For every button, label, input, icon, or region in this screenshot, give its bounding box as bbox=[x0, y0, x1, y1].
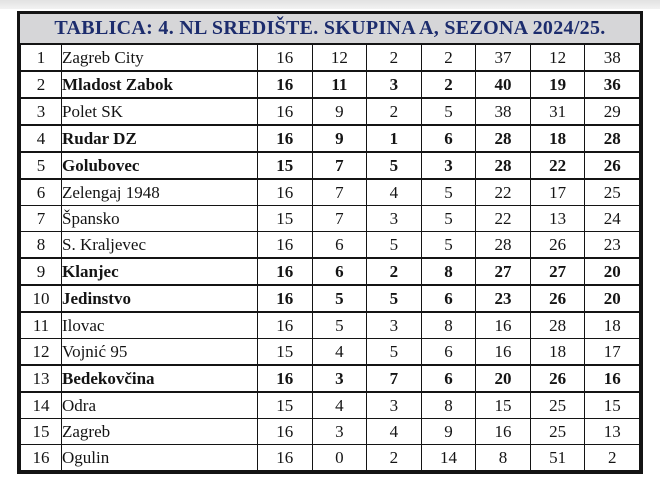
cell-goals-for: 20 bbox=[476, 365, 531, 392]
cell-goals-for: 28 bbox=[476, 125, 531, 152]
standings-body bbox=[21, 45, 640, 471]
cell-points: 23 bbox=[585, 232, 640, 259]
table-row bbox=[21, 98, 640, 125]
cell-team-name: S. Kraljevec bbox=[62, 232, 258, 259]
cell-played: 16 bbox=[258, 419, 313, 445]
cell-points: 26 bbox=[585, 152, 640, 179]
cell-team-name: Ilovac bbox=[62, 312, 258, 339]
cell-played: 16 bbox=[258, 445, 313, 471]
cell-wins: 7 bbox=[312, 152, 367, 179]
table-row bbox=[21, 365, 640, 392]
scan-artifact-band bbox=[0, 0, 660, 9]
cell-position: 8 bbox=[21, 232, 62, 259]
cell-points: 17 bbox=[585, 339, 640, 366]
cell-goals-for: 15 bbox=[476, 392, 531, 419]
cell-position: 15 bbox=[21, 419, 62, 445]
cell-goals-for: 37 bbox=[476, 45, 531, 72]
cell-points: 36 bbox=[585, 71, 640, 98]
cell-losses: 6 bbox=[421, 339, 476, 366]
cell-played: 16 bbox=[258, 258, 313, 285]
cell-team-name: Špansko bbox=[62, 206, 258, 232]
cell-goals-for: 40 bbox=[476, 71, 531, 98]
cell-points: 38 bbox=[585, 45, 640, 72]
cell-draws: 1 bbox=[367, 125, 422, 152]
cell-goals-against: 26 bbox=[530, 365, 585, 392]
cell-team-name: Zagreb City bbox=[62, 45, 258, 72]
cell-goals-for: 22 bbox=[476, 179, 531, 206]
cell-draws: 5 bbox=[367, 285, 422, 312]
cell-points: 16 bbox=[585, 365, 640, 392]
cell-position: 4 bbox=[21, 125, 62, 152]
cell-goals-for: 28 bbox=[476, 152, 531, 179]
cell-wins: 7 bbox=[312, 206, 367, 232]
cell-losses: 6 bbox=[421, 285, 476, 312]
cell-played: 15 bbox=[258, 339, 313, 366]
table-row bbox=[21, 179, 640, 206]
cell-wins: 3 bbox=[312, 419, 367, 445]
cell-draws: 3 bbox=[367, 206, 422, 232]
table-row bbox=[21, 339, 640, 366]
cell-goals-against: 28 bbox=[530, 312, 585, 339]
cell-position: 7 bbox=[21, 206, 62, 232]
cell-goals-for: 27 bbox=[476, 258, 531, 285]
cell-draws: 4 bbox=[367, 419, 422, 445]
league-standings-table bbox=[17, 11, 643, 474]
cell-points: 25 bbox=[585, 179, 640, 206]
cell-draws: 5 bbox=[367, 152, 422, 179]
cell-goals-against: 18 bbox=[530, 125, 585, 152]
cell-wins: 6 bbox=[312, 232, 367, 259]
cell-goals-for: 8 bbox=[476, 445, 531, 471]
cell-played: 16 bbox=[258, 98, 313, 125]
cell-wins: 4 bbox=[312, 392, 367, 419]
table-row bbox=[21, 392, 640, 419]
cell-wins: 12 bbox=[312, 45, 367, 72]
cell-position: 2 bbox=[21, 71, 62, 98]
cell-position: 11 bbox=[21, 312, 62, 339]
cell-team-name: Golubovec bbox=[62, 152, 258, 179]
cell-played: 16 bbox=[258, 71, 313, 98]
cell-position: 9 bbox=[21, 258, 62, 285]
cell-goals-against: 18 bbox=[530, 339, 585, 366]
cell-team-name: Odra bbox=[62, 392, 258, 419]
cell-losses: 8 bbox=[421, 392, 476, 419]
cell-losses: 2 bbox=[421, 45, 476, 72]
cell-losses: 8 bbox=[421, 312, 476, 339]
table-row bbox=[21, 152, 640, 179]
cell-wins: 4 bbox=[312, 339, 367, 366]
cell-draws: 2 bbox=[367, 445, 422, 471]
cell-draws: 2 bbox=[367, 45, 422, 72]
cell-team-name: Jedinstvo bbox=[62, 285, 258, 312]
cell-goals-against: 12 bbox=[530, 45, 585, 72]
cell-points: 15 bbox=[585, 392, 640, 419]
cell-losses: 5 bbox=[421, 98, 476, 125]
table-row bbox=[21, 71, 640, 98]
cell-losses: 5 bbox=[421, 206, 476, 232]
cell-wins: 3 bbox=[312, 365, 367, 392]
cell-played: 15 bbox=[258, 206, 313, 232]
table-row bbox=[21, 258, 640, 285]
cell-position: 14 bbox=[21, 392, 62, 419]
cell-losses: 6 bbox=[421, 365, 476, 392]
cell-goals-against: 26 bbox=[530, 232, 585, 259]
cell-position: 16 bbox=[21, 445, 62, 471]
cell-points: 28 bbox=[585, 125, 640, 152]
cell-draws: 5 bbox=[367, 339, 422, 366]
cell-goals-for: 38 bbox=[476, 98, 531, 125]
cell-wins: 5 bbox=[312, 312, 367, 339]
cell-goals-against: 26 bbox=[530, 285, 585, 312]
cell-team-name: Vojnić 95 bbox=[62, 339, 258, 366]
cell-wins: 0 bbox=[312, 445, 367, 471]
cell-wins: 11 bbox=[312, 71, 367, 98]
cell-goals-against: 19 bbox=[530, 71, 585, 98]
cell-losses: 5 bbox=[421, 232, 476, 259]
cell-played: 16 bbox=[258, 312, 313, 339]
cell-team-name: Zelengaj 1948 bbox=[62, 179, 258, 206]
cell-draws: 2 bbox=[367, 258, 422, 285]
cell-goals-against: 25 bbox=[530, 419, 585, 445]
cell-position: 12 bbox=[21, 339, 62, 366]
cell-draws: 5 bbox=[367, 232, 422, 259]
table-row bbox=[21, 232, 640, 259]
table-row bbox=[21, 206, 640, 232]
cell-played: 16 bbox=[258, 365, 313, 392]
cell-goals-for: 22 bbox=[476, 206, 531, 232]
table-row bbox=[21, 445, 640, 471]
cell-wins: 7 bbox=[312, 179, 367, 206]
cell-goals-against: 22 bbox=[530, 152, 585, 179]
cell-draws: 4 bbox=[367, 179, 422, 206]
cell-played: 16 bbox=[258, 285, 313, 312]
cell-goals-against: 13 bbox=[530, 206, 585, 232]
cell-losses: 5 bbox=[421, 179, 476, 206]
cell-team-name: Klanjec bbox=[62, 258, 258, 285]
cell-goals-against: 27 bbox=[530, 258, 585, 285]
cell-losses: 2 bbox=[421, 71, 476, 98]
cell-draws: 3 bbox=[367, 71, 422, 98]
cell-played: 15 bbox=[258, 392, 313, 419]
cell-position: 1 bbox=[21, 45, 62, 72]
cell-position: 13 bbox=[21, 365, 62, 392]
cell-wins: 9 bbox=[312, 98, 367, 125]
cell-draws: 2 bbox=[367, 98, 422, 125]
cell-position: 6 bbox=[21, 179, 62, 206]
cell-team-name: Bedekovčina bbox=[62, 365, 258, 392]
cell-played: 15 bbox=[258, 152, 313, 179]
cell-played: 16 bbox=[258, 45, 313, 72]
cell-losses: 9 bbox=[421, 419, 476, 445]
cell-losses: 6 bbox=[421, 125, 476, 152]
cell-goals-against: 31 bbox=[530, 98, 585, 125]
cell-team-name: Ogulin bbox=[62, 445, 258, 471]
cell-losses: 3 bbox=[421, 152, 476, 179]
cell-goals-against: 17 bbox=[530, 179, 585, 206]
cell-draws: 3 bbox=[367, 392, 422, 419]
cell-goals-against: 51 bbox=[530, 445, 585, 471]
cell-points: 20 bbox=[585, 258, 640, 285]
cell-team-name: Mladost Zabok bbox=[62, 71, 258, 98]
cell-team-name: Zagreb bbox=[62, 419, 258, 445]
cell-played: 16 bbox=[258, 179, 313, 206]
cell-team-name: Rudar DZ bbox=[62, 125, 258, 152]
cell-draws: 3 bbox=[367, 312, 422, 339]
cell-team-name: Polet SK bbox=[62, 98, 258, 125]
cell-points: 2 bbox=[585, 445, 640, 471]
cell-goals-for: 16 bbox=[476, 339, 531, 366]
cell-position: 3 bbox=[21, 98, 62, 125]
cell-played: 16 bbox=[258, 232, 313, 259]
cell-points: 29 bbox=[585, 98, 640, 125]
cell-losses: 14 bbox=[421, 445, 476, 471]
table-row bbox=[21, 285, 640, 312]
cell-position: 5 bbox=[21, 152, 62, 179]
table-row bbox=[21, 125, 640, 152]
table-row bbox=[21, 45, 640, 72]
cell-position: 10 bbox=[21, 285, 62, 312]
cell-goals-for: 23 bbox=[476, 285, 531, 312]
cell-points: 24 bbox=[585, 206, 640, 232]
standings-table bbox=[20, 44, 640, 471]
cell-wins: 9 bbox=[312, 125, 367, 152]
table-row bbox=[21, 419, 640, 445]
cell-wins: 6 bbox=[312, 258, 367, 285]
cell-losses: 8 bbox=[421, 258, 476, 285]
cell-points: 20 bbox=[585, 285, 640, 312]
cell-points: 18 bbox=[585, 312, 640, 339]
cell-played: 16 bbox=[258, 125, 313, 152]
cell-draws: 7 bbox=[367, 365, 422, 392]
cell-points: 13 bbox=[585, 419, 640, 445]
table-row bbox=[21, 312, 640, 339]
cell-goals-for: 16 bbox=[476, 419, 531, 445]
cell-goals-for: 28 bbox=[476, 232, 531, 259]
cell-wins: 5 bbox=[312, 285, 367, 312]
table-title: TABLICA: 4. NL SREDIŠTE. SKUPINA A, SEZONA 2024/25. bbox=[20, 14, 640, 44]
cell-goals-for: 16 bbox=[476, 312, 531, 339]
cell-goals-against: 25 bbox=[530, 392, 585, 419]
